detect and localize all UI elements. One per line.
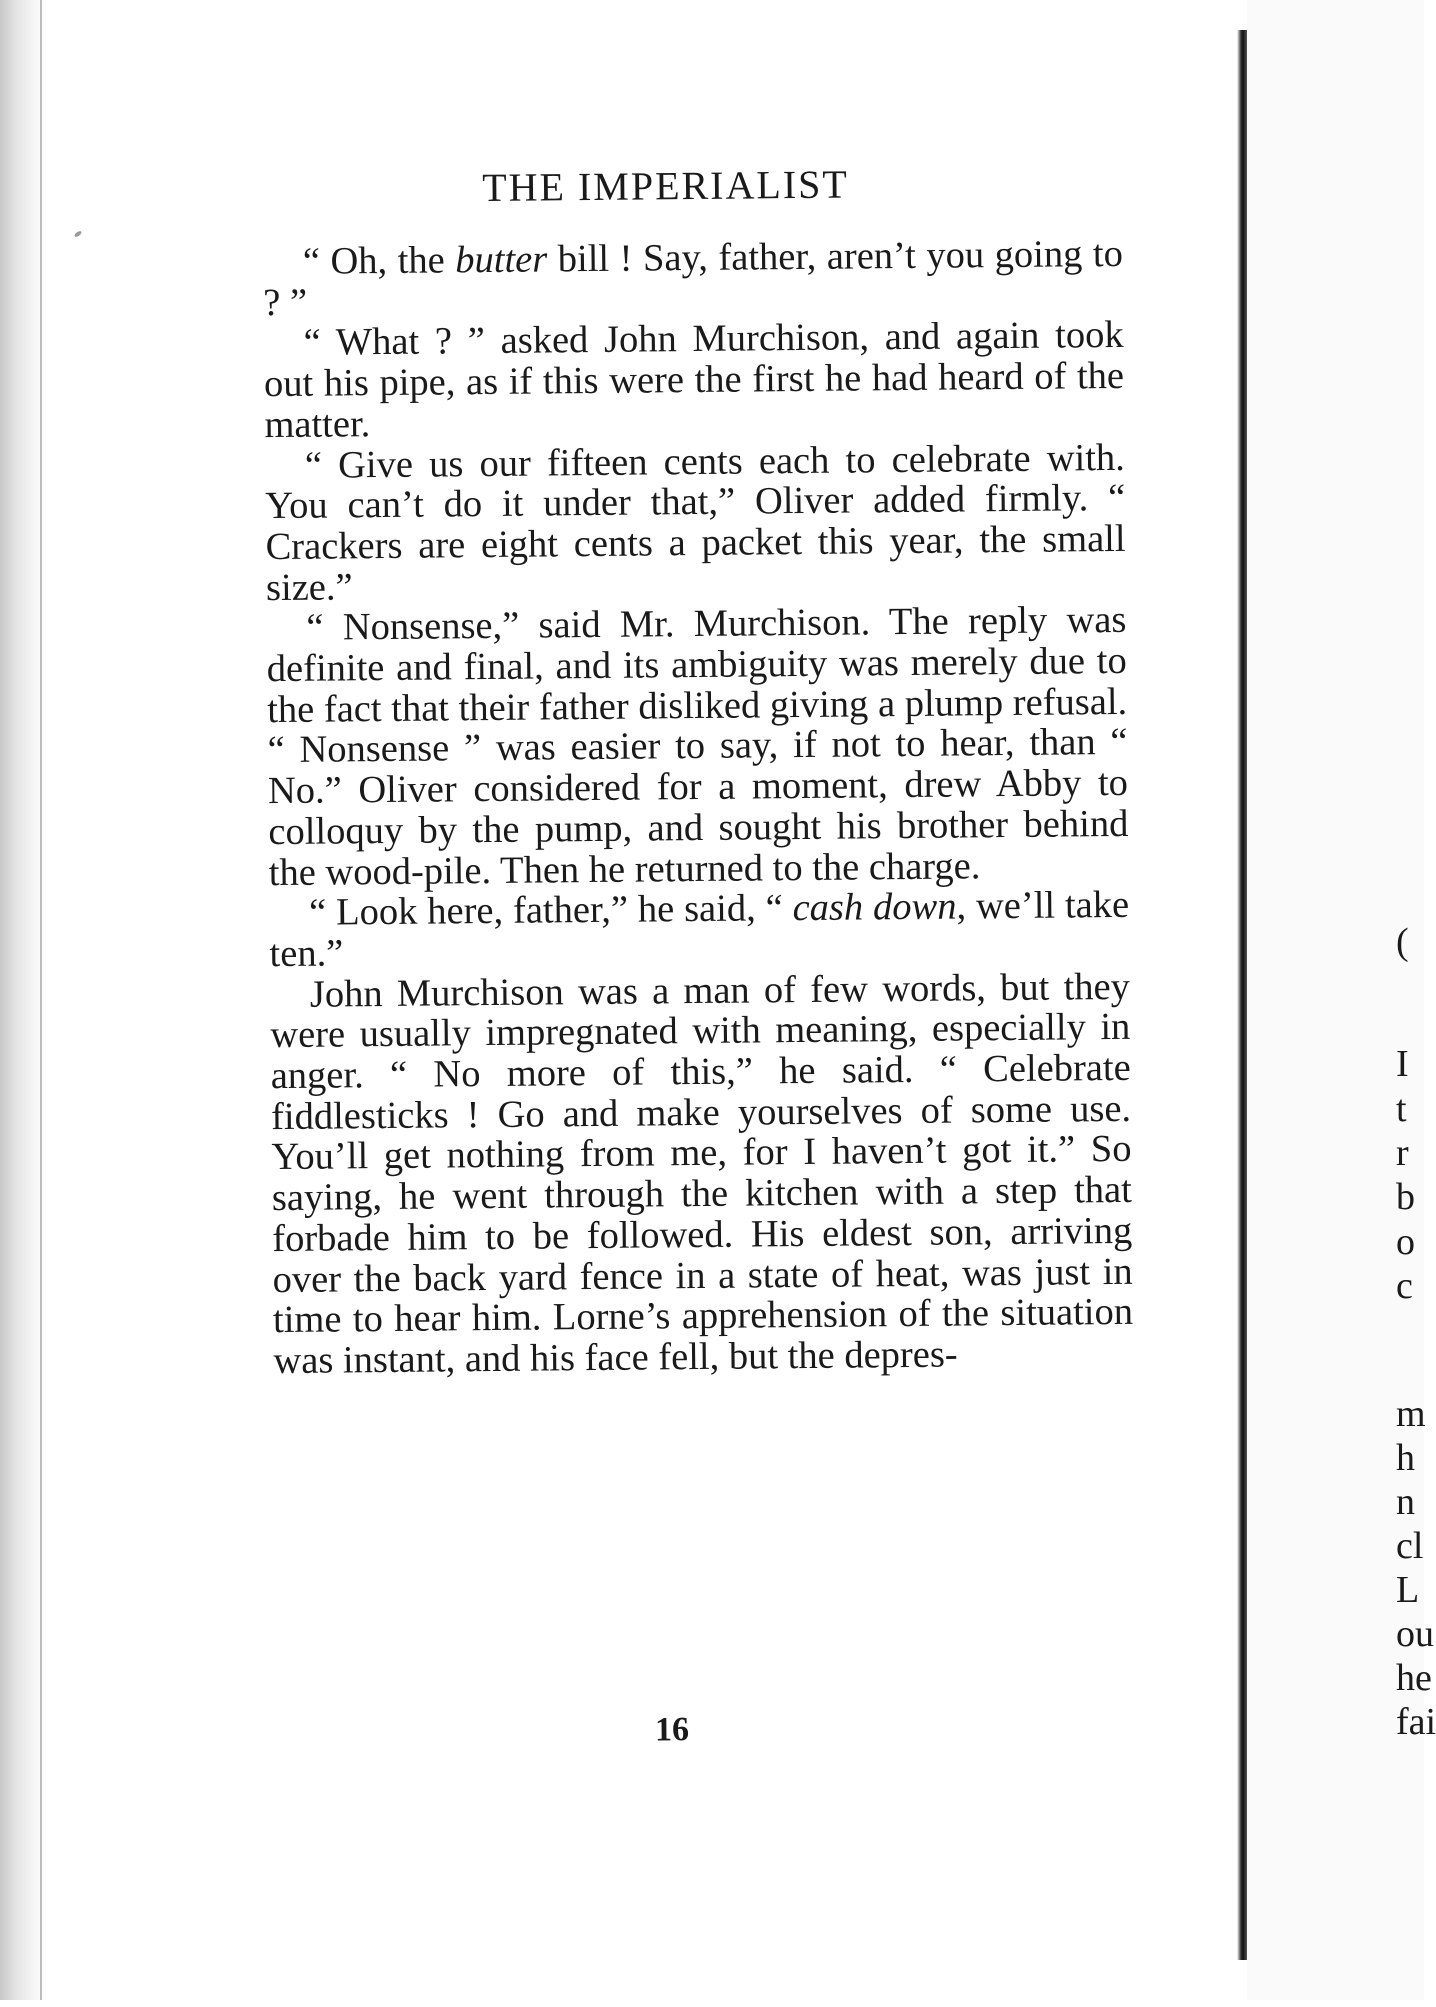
facing-page-fragment: cl [1396, 1525, 1424, 1567]
paragraph-text: “ Nonsense,” said Mr. Murchison. The reply was definite and final, and its ambiguity was merely due to the fact that their father disliked giving a plump refusal. “ Nonsense ” was easier to say, if not to hear, than “ No.” Oliver considered for a moment, drew Abby to colloquy by the pump, and sought his brother behind the wood-pile. Then he returned to the charge. [266, 599, 1129, 894]
paragraph-text: , we’ll take ten.” [269, 884, 1130, 976]
facing-page-fragment: n [1396, 1481, 1415, 1523]
running-head: THE IMPERIALIST [481, 161, 850, 211]
facing-page-fragment: L [1396, 1569, 1420, 1611]
paragraph [263, 315, 1124, 445]
facing-page-fragment: t [1396, 1088, 1407, 1130]
italic-text: butter [455, 238, 548, 282]
paragraph-text: “ Give us our fifteen cents each to celebrate with. You can’t do it under that,” Oliver added firmly. “ Crackers are eight cents a packet this year, the small size.” [265, 436, 1126, 609]
facing-page-fragment: h [1396, 1437, 1415, 1479]
facing-page-fragment: I [1396, 1043, 1409, 1085]
facing-page-fragment: fai [1396, 1701, 1436, 1743]
facing-page-fragment: he [1396, 1657, 1432, 1699]
italic-text: cash down [792, 885, 957, 930]
paragraph [263, 234, 1124, 324]
facing-page-fragment: b [1396, 1176, 1415, 1218]
paragraph [270, 967, 1134, 1382]
paragraph [265, 437, 1127, 608]
facing-page-fragment: m [1396, 1393, 1426, 1435]
paragraph [269, 885, 1130, 975]
paragraph-text: “ Look here, father,” he said, “ [308, 887, 793, 934]
body-text [263, 234, 1134, 1382]
facing-page-fragment: ( [1396, 921, 1409, 963]
facing-page-fragment: ou [1396, 1613, 1434, 1655]
facing-page-fragment: c [1396, 1265, 1413, 1307]
facing-page-text-fragments [1396, 0, 1436, 2000]
facing-page-fragment: r [1396, 1132, 1409, 1174]
paragraph-text: bill ! Say, father, aren’t you going to ? ” [263, 232, 1124, 324]
paragraph-text: John Murchison was a man of few words, but they were usually impregnated with meaning, especially in anger. “ No more of this,” he said. “ Celebrate fiddlesticks ! Go and make yourselves of some use. You’ll get nothing from me, for I haven’t got it.” So saying, he went through the kitchen with a step that forbade him to be followed. His eldest son, arriving over the back yard fence in a state of heat, was just in time to hear him. Lorne’s apprehension of the situation was instant, and his face fell, but the depres- [270, 965, 1134, 1383]
paragraph-text: “ Oh, the [302, 239, 456, 283]
page-number: 16 [654, 1711, 690, 1749]
facing-page-fragment: o [1396, 1221, 1415, 1263]
paragraph-text: “ What ? ” asked John Murchison, and again took out his pipe, as if this were the first he had heard of the matter. [263, 314, 1125, 446]
paragraph [266, 600, 1129, 893]
book-spine [1237, 30, 1247, 1960]
